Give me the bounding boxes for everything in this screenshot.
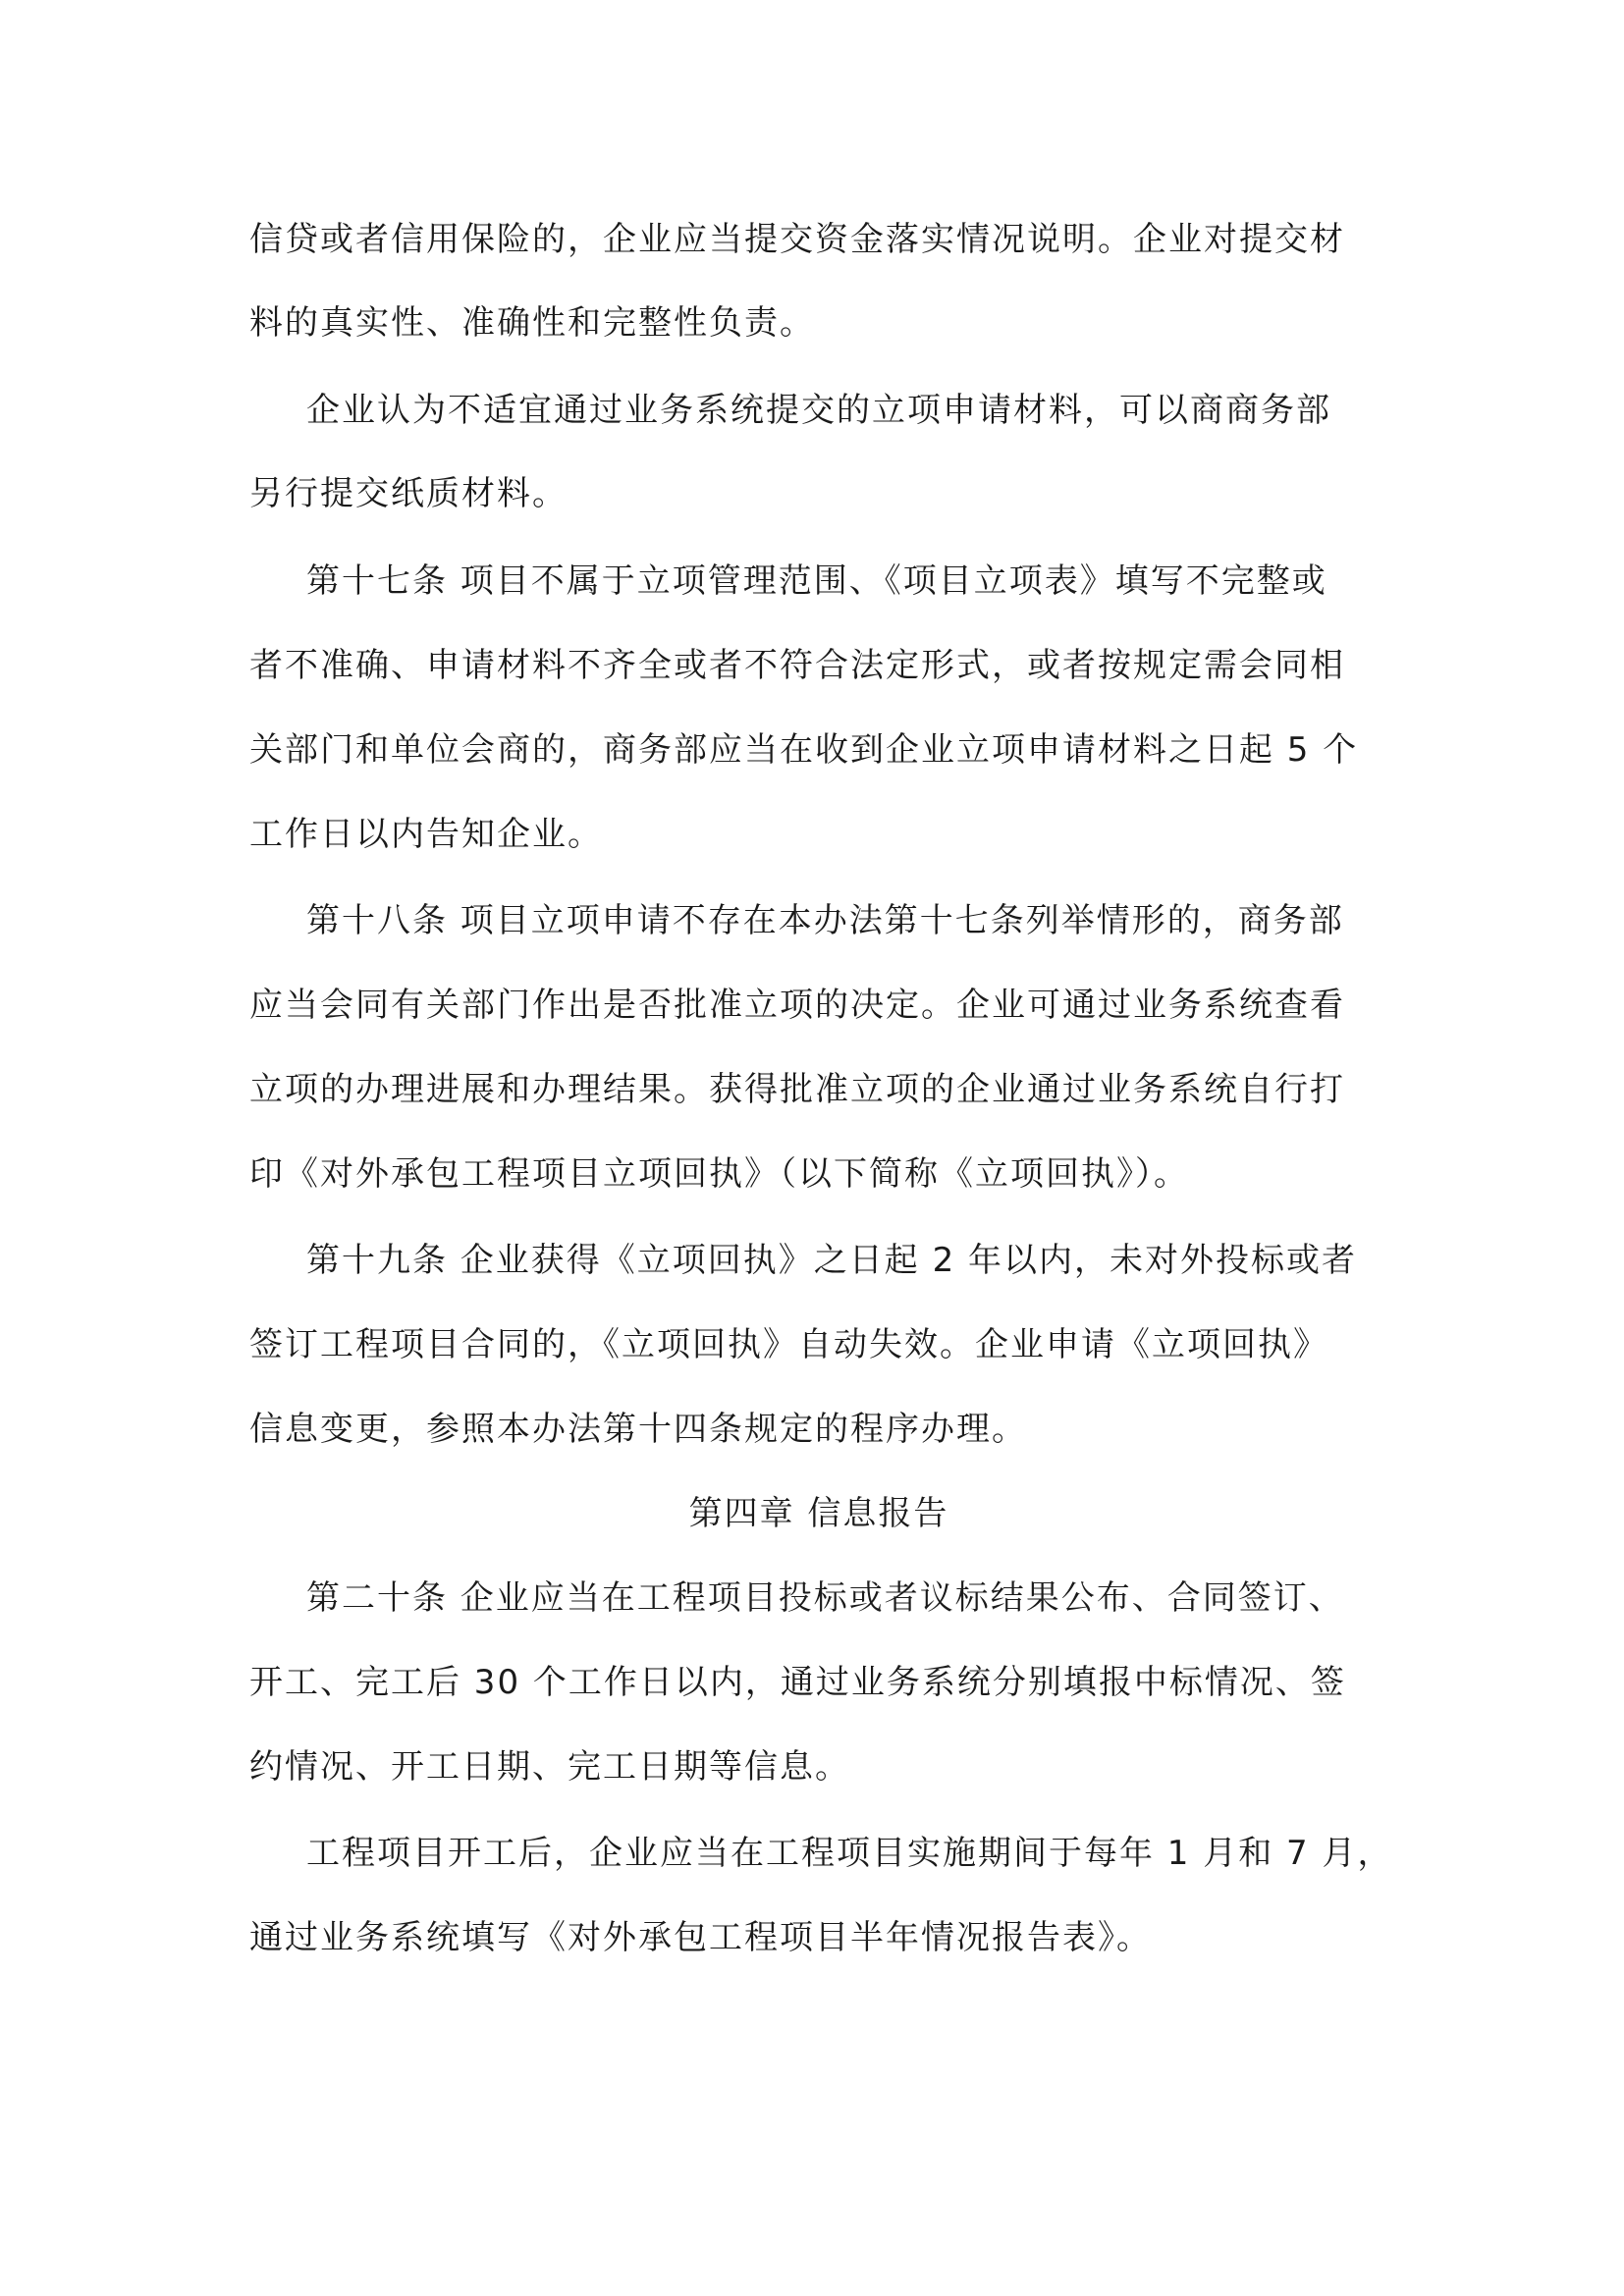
text-line: 料的真实性、准确性和完整性负责。 <box>249 303 815 343</box>
text-line: 工作日以内告知企业。 <box>249 815 603 854</box>
text-line: 工程项目开工后，企业应当在工程项目实施期间于每年 1 月和 7 月， <box>306 1834 1393 1873</box>
text-line: 通过业务系统填写《对外承包工程项目半年情况报告表》。 <box>249 1918 1152 1957</box>
text-line: 第十八条 项目立项申请不存在本办法第十七条列举情形的，商务部 <box>306 901 1344 940</box>
text-line: 印《对外承包工程项目立项回执》（以下简称《立项回执》）。 <box>249 1154 1189 1194</box>
chapter-heading: 第四章 信息报告 <box>688 1494 949 1533</box>
text-line: 另行提交纸质材料。 <box>249 474 568 513</box>
text-line: 第十九条 企业获得《立项回执》之日起 2 年以内，未对外投标或者 <box>306 1241 1358 1280</box>
text-line: 签订工程项目合同的，《立项回执》自动失效。企业申请《立项回执》 <box>249 1325 1328 1364</box>
text-line: 者不准确、申请材料不齐全或者不符合法定形式，或者按规定需会同相 <box>249 646 1345 685</box>
text-line: 企业认为不适宜通过业务系统提交的立项申请材料，可以商商务部 <box>306 391 1331 430</box>
text-line: 关部门和单位会商的，商务部应当在收到企业立项申请材料之日起 5 个 <box>249 730 1359 770</box>
text-line: 第十七条 项目不属于立项管理范围、《项目立项表》填写不完整或 <box>306 561 1327 601</box>
text-line: 应当会同有关部门作出是否批准立项的决定。企业可通过业务系统查看 <box>249 986 1345 1025</box>
text-line: 信息变更，参照本办法第十四条规定的程序办理。 <box>249 1410 1027 1449</box>
text-line: 开工、完工后 30 个工作日以内，通过业务系统分别填报中标情况、签 <box>249 1663 1346 1702</box>
text-line: 第二十条 企业应当在工程项目投标或者议标结果公布、合同签订、 <box>306 1578 1344 1618</box>
text-line: 立项的办理进展和办理结果。获得批准立项的企业通过业务系统自行打 <box>249 1070 1345 1109</box>
text-line: 约情况、开工日期、完工日期等信息。 <box>249 1747 850 1787</box>
text-line: 信贷或者信用保险的，企业应当提交资金落实情况说明。企业对提交材 <box>249 220 1345 259</box>
